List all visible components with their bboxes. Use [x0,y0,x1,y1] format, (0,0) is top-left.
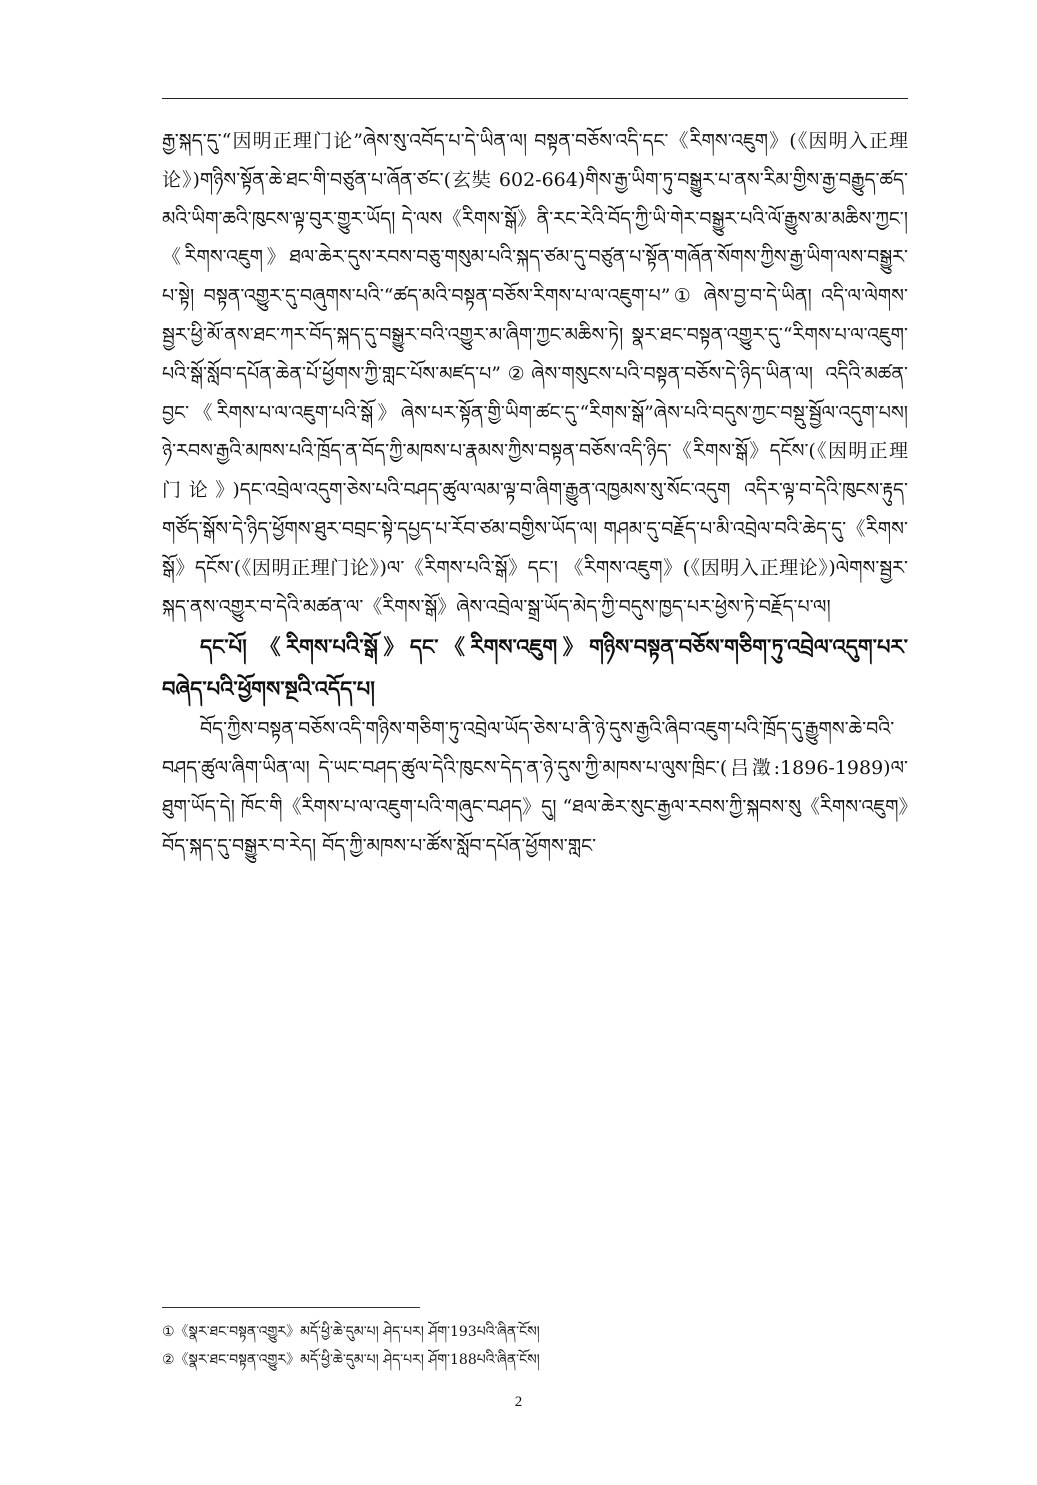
footnote-rule [162,1307,420,1308]
header-rule [162,98,908,99]
paragraph-section-1: བོད་ཀྱིས་བསྟན་བཅོས་འདི་གཉིས་གཅིག་ཏུ་འབྲེལ་ཡོད་ཅེས་པ་ནི་ཉེ་དུས་རྒྱའི་ཞིབ་འཇུག་པའི་ཁྲོད་དུ་རྒྱུགས་ཆེ་བའི་བཤད་ཚུལ་ཞིག་ཡིན་ལ། དེ་ཡང་བཤད་ཚུལ་དེའི་ཁུངས་དེད་ན་ཉེ་དུས་ཀྱི་མཁས་པ་ལུས་ཁྲིང་(吕澂:1896-1989)ལ་ཐུག་ཡོད་དེ། ཁོང་གི《རིགས་པ་ལ་འཇུག་པའི་གཞུང་བཤད》དུ། “ཐལ་ཆེར་སུང་རྒྱལ་རབས་ཀྱི་སྐབས་སུ《རིགས་འཇུག》བོད་སྐད་དུ་བསྒྱུར་བ་རེད། བོད་ཀྱི་མཁས་པ་ཚོས་སློབ་དཔོན་ཕྱོགས་གླང་ [162,718,908,857]
paragraph-intro: རྒྱ་སྐད་དུ་“因明正理门论”ཞེས་སུ་འབོད་པ་དེ་ཡིན་ལ། བསྟན་བཅོས་འདི་དང་《རིགས་འཇུག》(《因明入正理论》)གཉིས་སྟོན་ཆེ་ཐང་གི་བཙུན་པ་ཞོན་ཙང་(玄奘 602-664)གིས་རྒྱ་ཡིག་ཏུ་བསྒྱུར་པ་ནས་རིམ་གྱིས་རྒྱ་བརྒྱུད་ཚད་མའི་ཡིག་ཆའི་ཁུངས་ལྟ་བུར་གྱུར་ཡོད། དེ་ལས《རིགས་སྒོ》ནི་རང་རེའི་བོད་ཀྱི་ཡི་གེར་བསྒྱུར་པའི་ལོ་རྒྱུས་མ་མཆིས་ཀྱང་། 《རིགས་འཇུག》ཐལ་ཆེར་དུས་རབས་བཅུ་གསུམ་པའི་སྐད་ཙམ་དུ་བཙུན་པ་སྟོན་གཞོན་སོགས་ཀྱིས་རྒྱ་ཡིག་ལས་བསྒྱུར་པ་སྟེ། བསྟན་འགྱུར་དུ་བཞུགས་པའི་“ཚད་མའི་བསྟན་བཅོས་རིགས་པ་ལ་འཇུག་པ”① ཞེས་བྱ་བ་དེ་ཡིན། འདི་ལ་ལེགས་སྦྱར་ཕྱི་མོ་ནས་ཐང་ཀར་བོད་སྐད་དུ་བསྒྱུར་བའི་འགྱུར་མ་ཞིག་ཀྱང་མཆིས་ཏེ། སྣར་ཐང་བསྟན་འགྱུར་དུ་“རིགས་པ་ལ་འཇུག་པའི་སྒོ་སློབ་དཔོན་ཆེན་པོ་ཕྱོགས་ཀྱི་གླང་པོས་མཛད་པ”②ཞེས་གསུངས་པའི་བསྟན་བཅོས་དེ་ཉིད་ཡིན་ལ། འདིའི་མཚན་བྱང་《རིགས་པ་ལ་འཇུག་པའི་སྒོ》ཞེས་པར་སྟོན་གྱི་ཡིག་ཚང་དུ་“རིགས་སྒོ”ཞེས་པའི་བདུས་ཀྱང་བསྡུ་སྦྱོལ་འདུག་པས། ཉེ་རབས་རྒྱའི་མཁས་པའི་ཁྲོད་ན་བོད་ཀྱི་མཁས་པ་རྣམས་ཀྱིས་བསྟན་བཅོས་འདི་ཉིད་《རིགས་སྒོ》དངོས་(《因明正理门论》)དང་འབྲེལ་འདུག་ཅེས་པའི་བཤད་ཚུལ་ལམ་ལྟ་བ་ཞིག་རྒྱུན་འཁྱམས་སུ་སོང་འདུག འདིར་ལྟ་བ་དེའི་ཁུངས་རྟུད་གཙོད་སྒོས་དེ་ཉིད་ཕྱོགས་ཐུར་བབྲང་སྟེ་དཔྱད་པ་རོབ་ཙམ་བགྱིས་ཡོད་ལ། གཤམ་དུ་བརྗོད་པ་མི་འབྲེལ་བའི་ཆེད་དུ་《རིགས་སྒོ》དངོས་(《因明正理门论》)ལ་《རིགས་པའི་སྒོ》དང་། 《རིགས་འཇུག》(《因明入正理论》)ལེགས་སྦྱར་སྐད་ནས་འགྱུར་བ་དེའི་མཚན་ལ་《རིགས་སྒོ》ཞེས་འབྲེལ་སྒྲ་ཡོད་མེད་ཀྱི་བདུས་ཁྱད་པར་ཕྱེས་ཏེ་བརྗོད་པ་ལ། [162,130,908,618]
section-heading: དང་པོ། 《རིགས་པའི་སྒོ》དང་《རིགས་འཇུག》གཉིས་བསྟན་བཅོས་གཅིག་ཏུ་འབྲེལ་འདུག་པར་བཞེད་པའི་ཕྱོགས་སྔའི་འདོད་པ། [162,634,908,702]
footnote-1: ①《སྣར་ཐང་བསྟན་འགྱུར》མདོ་ཕྱི་ཆེ་དུམ་པ། ཤེད་པར། ཤོག་193པའི་ཞིན་ངོས། [162,1324,540,1340]
body-text [162,122,908,866]
footnotes [162,1318,908,1374]
footnote-2: ②《སྣར་ཐང་བསྟན་འགྱུར》མདོ་ཕྱི་ཆེ་དུམ་པ། ཤེད་པར། ཤོག་188པའི་ཞིན་ངོས། [162,1352,540,1368]
page-number: 2 [514,1394,523,1410]
